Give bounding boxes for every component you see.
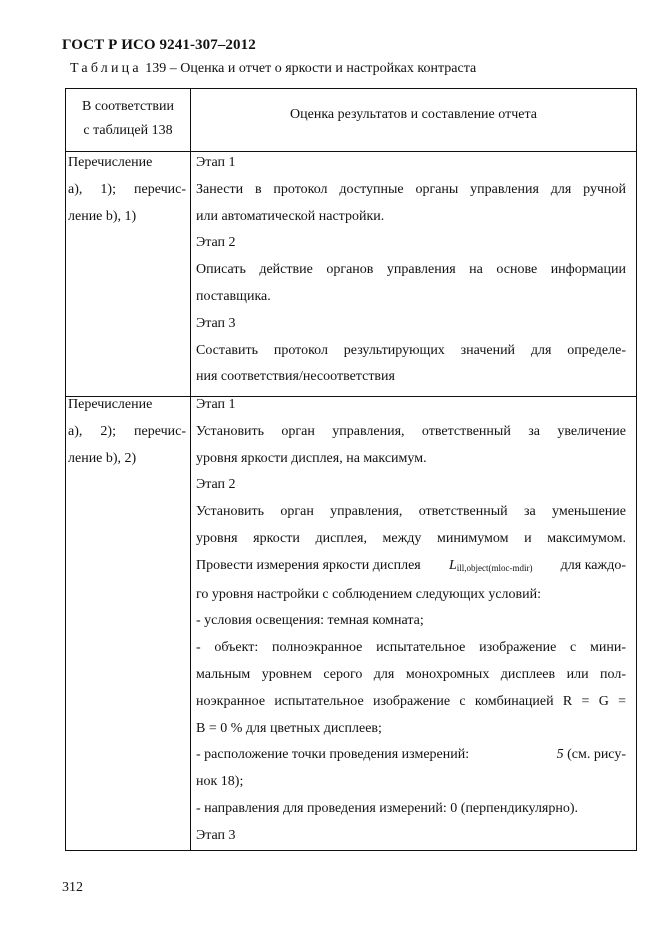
caption-dash: –	[169, 61, 177, 76]
caption-title: Оценка и отчет о яркости и настройках контраста	[180, 61, 477, 76]
procedure-line: уровня яркости дисплея, на максимум.	[196, 450, 427, 466]
point-line	[196, 742, 626, 769]
column-divider	[190, 89, 191, 850]
row1-ref-line: ление b), 1)	[68, 208, 137, 224]
measure-suffix: для каждо-	[560, 557, 626, 573]
row2-ref-line: а), 2); перечис-	[68, 423, 186, 439]
procedure-line: - условия освещения: темная комната;	[196, 613, 424, 629]
procedure-line: B = 0 % для цветных дисплеев;	[196, 720, 382, 736]
procedure-line: нок 18);	[196, 774, 244, 790]
procedure-line: ния соответствия/несоответствия	[196, 369, 395, 385]
procedure-line: мальным уровнем серого для монохромных дисплеев или пол-	[196, 666, 626, 682]
caption-word: Таблица	[70, 61, 142, 76]
luminance-letter: L	[448, 557, 457, 573]
procedure-line: Составить протокол результирующих значений для определе-	[196, 342, 626, 358]
procedure-line: го уровня настройки с соблюдением следующих условий:	[196, 586, 542, 602]
procedure-line: Описать действие органов управления на основе информации	[196, 262, 626, 278]
col1-header	[66, 95, 190, 143]
step-label: Этап 3	[196, 315, 236, 331]
col2-header: Оценка результатов и составление отчета	[290, 107, 537, 122]
row1-reference	[68, 150, 186, 230]
procedure-line: Установить орган управления, ответственный за уменьшение	[196, 504, 626, 520]
step-label: Этап 1	[196, 155, 236, 170]
standard-header: ГОСТ Р ИСО 9241-307–2012	[62, 37, 256, 53]
row2-ref-line: Перечисление	[68, 397, 153, 412]
measure-line	[196, 553, 626, 582]
luminance-subscript: ill,object(mloc-mdir)	[456, 562, 533, 573]
procedure-line: Занести в протокол доступные органы управления для ручной	[196, 181, 626, 197]
procedure-line: поставщика.	[196, 288, 271, 304]
caption-number: 139	[145, 61, 167, 76]
row1-procedure	[196, 150, 626, 391]
luminance-symbol	[449, 553, 533, 582]
point-tail	[557, 742, 626, 769]
step-label: Этап 1	[196, 397, 236, 412]
point-rest: (см. рису-	[567, 747, 626, 763]
row1-ref-line: Перечисление	[68, 155, 153, 170]
row2-procedure	[196, 392, 626, 850]
point-number: 5	[556, 747, 564, 763]
step-label: Этап 2	[196, 477, 236, 493]
col1-header-line: с таблицей 138	[83, 123, 173, 138]
step-label: Этап 2	[196, 235, 236, 251]
procedure-line: уровня яркости дисплея, между минимумом и максимумом.	[196, 530, 626, 546]
row1-ref-line: а), 1); перечис-	[68, 181, 186, 197]
point-prefix: - расположение точки проведения измерений:	[196, 747, 470, 763]
table-caption	[70, 61, 476, 77]
page-number: 312	[62, 880, 83, 895]
row2-reference	[68, 392, 186, 472]
procedure-line: Установить орган управления, ответственный за увеличение	[196, 423, 626, 439]
col1-header-line: В соответствии	[82, 99, 174, 114]
procedure-line: ноэкранное испытательное изображение с комбинацией R = G =	[196, 693, 626, 709]
procedure-line: или автоматической настройки.	[196, 208, 385, 224]
evaluation-table	[65, 88, 637, 851]
step-label: Этап 3	[196, 827, 236, 843]
measure-prefix: Провести измерения яркости дисплея	[196, 557, 421, 573]
row2-ref-line: ление b), 2)	[68, 450, 137, 466]
procedure-line: - объект: полноэкранное испытательное изображение с мини-	[196, 640, 626, 656]
procedure-line: - направления для проведения измерений: 0 (перпендикулярно).	[196, 800, 579, 816]
